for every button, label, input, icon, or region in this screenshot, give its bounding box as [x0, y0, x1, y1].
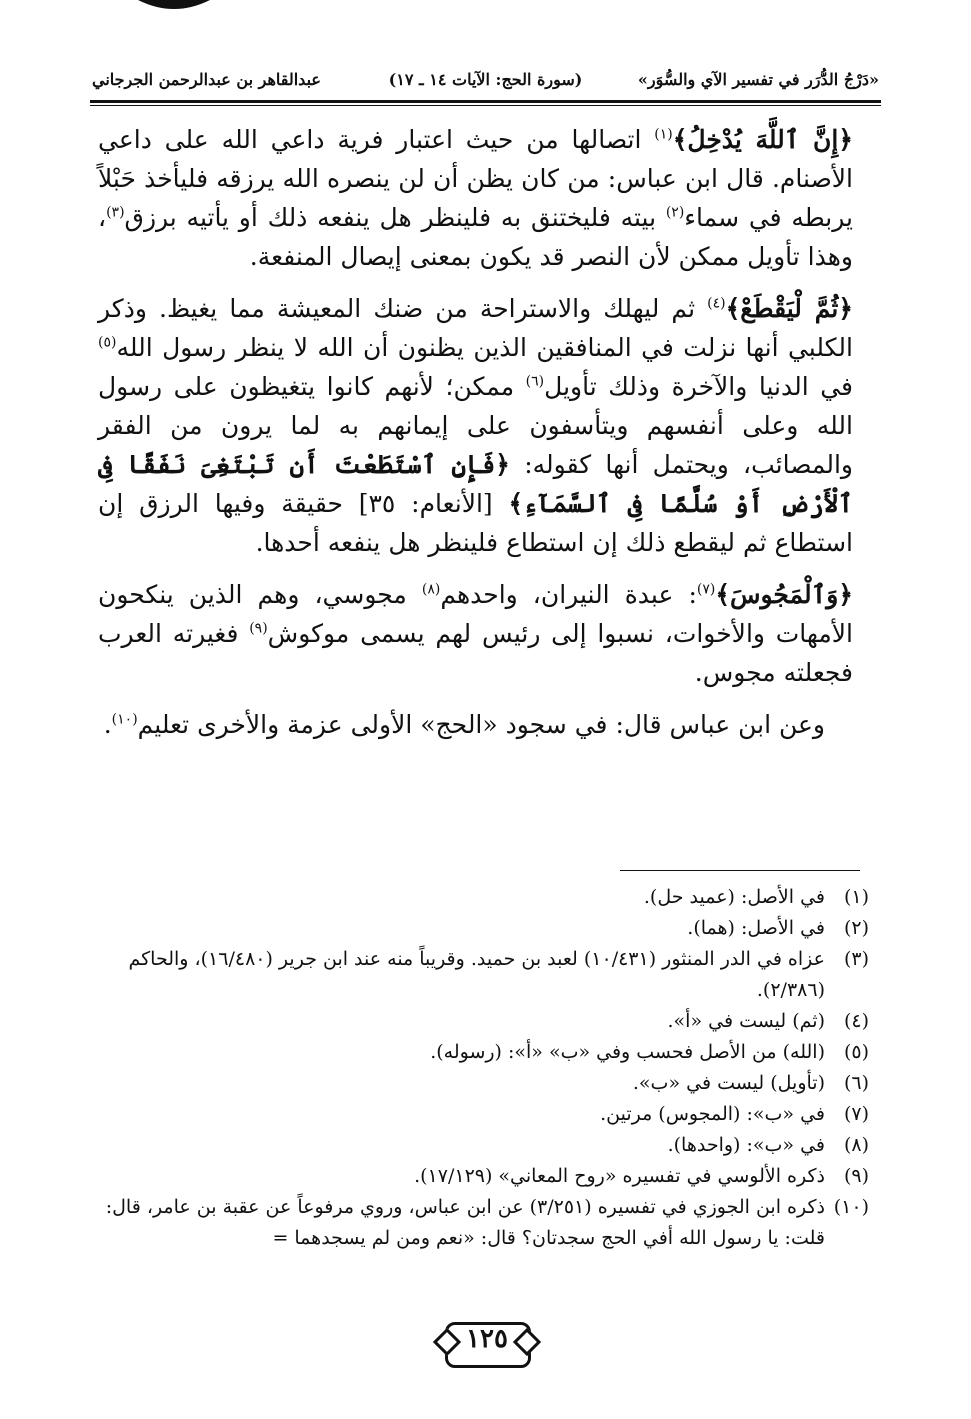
footnote-ref: (١) [654, 126, 673, 143]
footnote [92, 1161, 869, 1192]
text-run: ، وهذا تأويل ممكن لأن النصر قد يكون بمعنى إيصال المنفعة. [98, 203, 853, 271]
footnote-ref: (٣) [106, 204, 125, 221]
footnote [92, 882, 869, 913]
footnote-number: (١٠) [833, 1196, 869, 1218]
header-author: عبدالقاهر بن عبدالرحمن الجرجاني [92, 70, 321, 89]
paragraph-3 [98, 575, 853, 692]
footnote-number: (٥) [843, 1041, 869, 1063]
footnote-number: (٦) [843, 1072, 869, 1094]
footnote-number: (٨) [843, 1134, 869, 1156]
paragraph-2 [98, 289, 853, 562]
text-run: [الأنعام: ٣٥] حقيقة وفيها الرزق إن استطاع ثم ليقطع ذلك إن استطاع فلينظر هل ينفعه أحدها. [98, 489, 853, 557]
quran-verse: ﴿ثُمَّ لْيَقْطَعْ﴾ [725, 294, 853, 323]
text-run: . [103, 710, 112, 739]
footnote-text: (ثم) ليست في «أ». [667, 1010, 825, 1032]
footnote-number: (٤) [843, 1010, 869, 1032]
footnote-ref: (٩) [249, 620, 268, 637]
paragraph-1 [98, 120, 853, 276]
footnote-ref: (٥) [98, 334, 117, 351]
text-run: اتصالها من حيث اعتبار فرية داعي الله على داعي الأصنام. قال ابن عباس: من كان يظن أن لن ينصره الله يرزقه فليأخذ حَبْلاً يربطه في سماء [98, 125, 854, 232]
paragraph-4 [98, 705, 853, 744]
footnote-text: في الأصل: (هما). [687, 917, 825, 939]
footnote [92, 1006, 869, 1037]
text-run: وعن ابن عباس قال: في سجود «الحج» الأولى عزمة والأخرى تعليم [137, 710, 825, 739]
quran-verse-quote: ﴿فَإِنِ ٱسْتَطَعْتَ أَن تَبْتَغِىَ نَفَقًا فِى ٱلْأَرْضِ أَوْ سُلَّمًا فِى ٱلسَّمَآءِ﴾ [98, 450, 854, 518]
header-surah-info: (سورة الحج: الآيات ١٤ ـ ١٧) [388, 70, 583, 89]
footnote [92, 913, 869, 944]
footnote-ref: (٧) [696, 581, 716, 598]
header-rule-thin [90, 105, 881, 106]
footnote-text: ذكره ابن الجوزي في تفسيره (٣/٢٥١) عن ابن عباس، وروي مرفوعاً عن عقبة بن عامر، قال: قلت: يا رسول الله أفي الحج سجدتان؟ قال: «نعم ومن لم يسجدهما = [105, 1196, 825, 1249]
footnote-text: ذكره الألوسي في تفسيره «روح المعاني» (١٧/١٢٩). [414, 1165, 825, 1187]
footnote-text: (تأويل) ليست في «ب». [632, 1072, 825, 1094]
text-run: مجوسي، وهم الذين ينكحون الأمهات والأخوات، نسبوا إلى رئيس لهم يسمى موكوش [98, 580, 853, 648]
main-text [98, 120, 853, 757]
footnote-text: عزاه في الدر المنثور (١٠/٤٣١) لعبد بن حميد. وقريباً منه عند ابن جرير (١٦/٤٨٠)، والحاكم (٢/٣٨٦). [128, 948, 825, 1001]
footnote-text: في «ب»: (واحدها). [667, 1134, 825, 1156]
footnote [92, 1037, 869, 1068]
text-run: : عبدة النيران، واحدهم [440, 580, 697, 609]
footnote-number: (٧) [843, 1103, 869, 1125]
header-rule [90, 100, 881, 103]
footnote-ref: (٤) [707, 295, 726, 312]
footnote-ref: (١٠) [111, 711, 138, 728]
footnote-number: (٩) [843, 1165, 869, 1187]
top-ornament [138, 0, 210, 12]
running-header [92, 68, 879, 96]
footnote [92, 1068, 869, 1099]
footnote [92, 1192, 869, 1254]
text-run: ثم ليهلك والاستراحة من ضنك المعيشة مما يغيظ. وذكر الكلبي أنها نزلت في المنافقين الذين يظنون أن الله لا ينظر رسول الله [98, 294, 853, 362]
footnote [92, 1099, 869, 1130]
footnote-separator [620, 870, 860, 871]
footnote-number: (٣) [843, 948, 869, 970]
text-run: بيته فليختنق به فلينظر هل ينفعه ذلك أو يأتيه برزق [124, 203, 666, 232]
quran-verse: ﴿إِنَّ ٱللَّهَ يُدْخِلُ﴾ [672, 125, 853, 154]
footnote [92, 1130, 869, 1161]
text-run: ممكن؛ لأنهم كانوا يتغيظون على رسول الله وعلى أنفسهم ويتأسفون على إيمانهم به لما يرون من الفقر والمصائب، ويحتمل أنها كقوله: [98, 372, 853, 479]
text-run: فغيرته العرب فجعلته مجوس. [98, 619, 853, 687]
footnote-number: (١) [843, 886, 869, 908]
page-number: ١٢٥ [466, 1324, 508, 1354]
footnote-ref: (٢) [665, 204, 685, 221]
quran-verse: ﴿وَٱلْمَجُوسَ﴾ [715, 580, 854, 609]
footnote-number: (٢) [843, 917, 869, 939]
header-book-title: «دَرْجُ الدُّرَر في تفسير الآي والسُّوَر» [637, 70, 879, 89]
footnote-ref: (٨) [421, 581, 441, 598]
footnote-ref: (٦) [525, 373, 545, 390]
footnote-text: في الأصل: (عميد حل). [643, 886, 825, 908]
footnote-text: في «ب»: (المجوس) مرتين. [600, 1103, 825, 1125]
page-number-badge [437, 1316, 537, 1366]
text-run: في الدنيا والآخرة وذلك تأويل [544, 372, 853, 401]
footnote-text: (الله) من الأصل فحسب وفي «ب» «أ»: (رسوله). [430, 1041, 825, 1063]
footnote [92, 944, 869, 1006]
footnotes [92, 882, 869, 1254]
